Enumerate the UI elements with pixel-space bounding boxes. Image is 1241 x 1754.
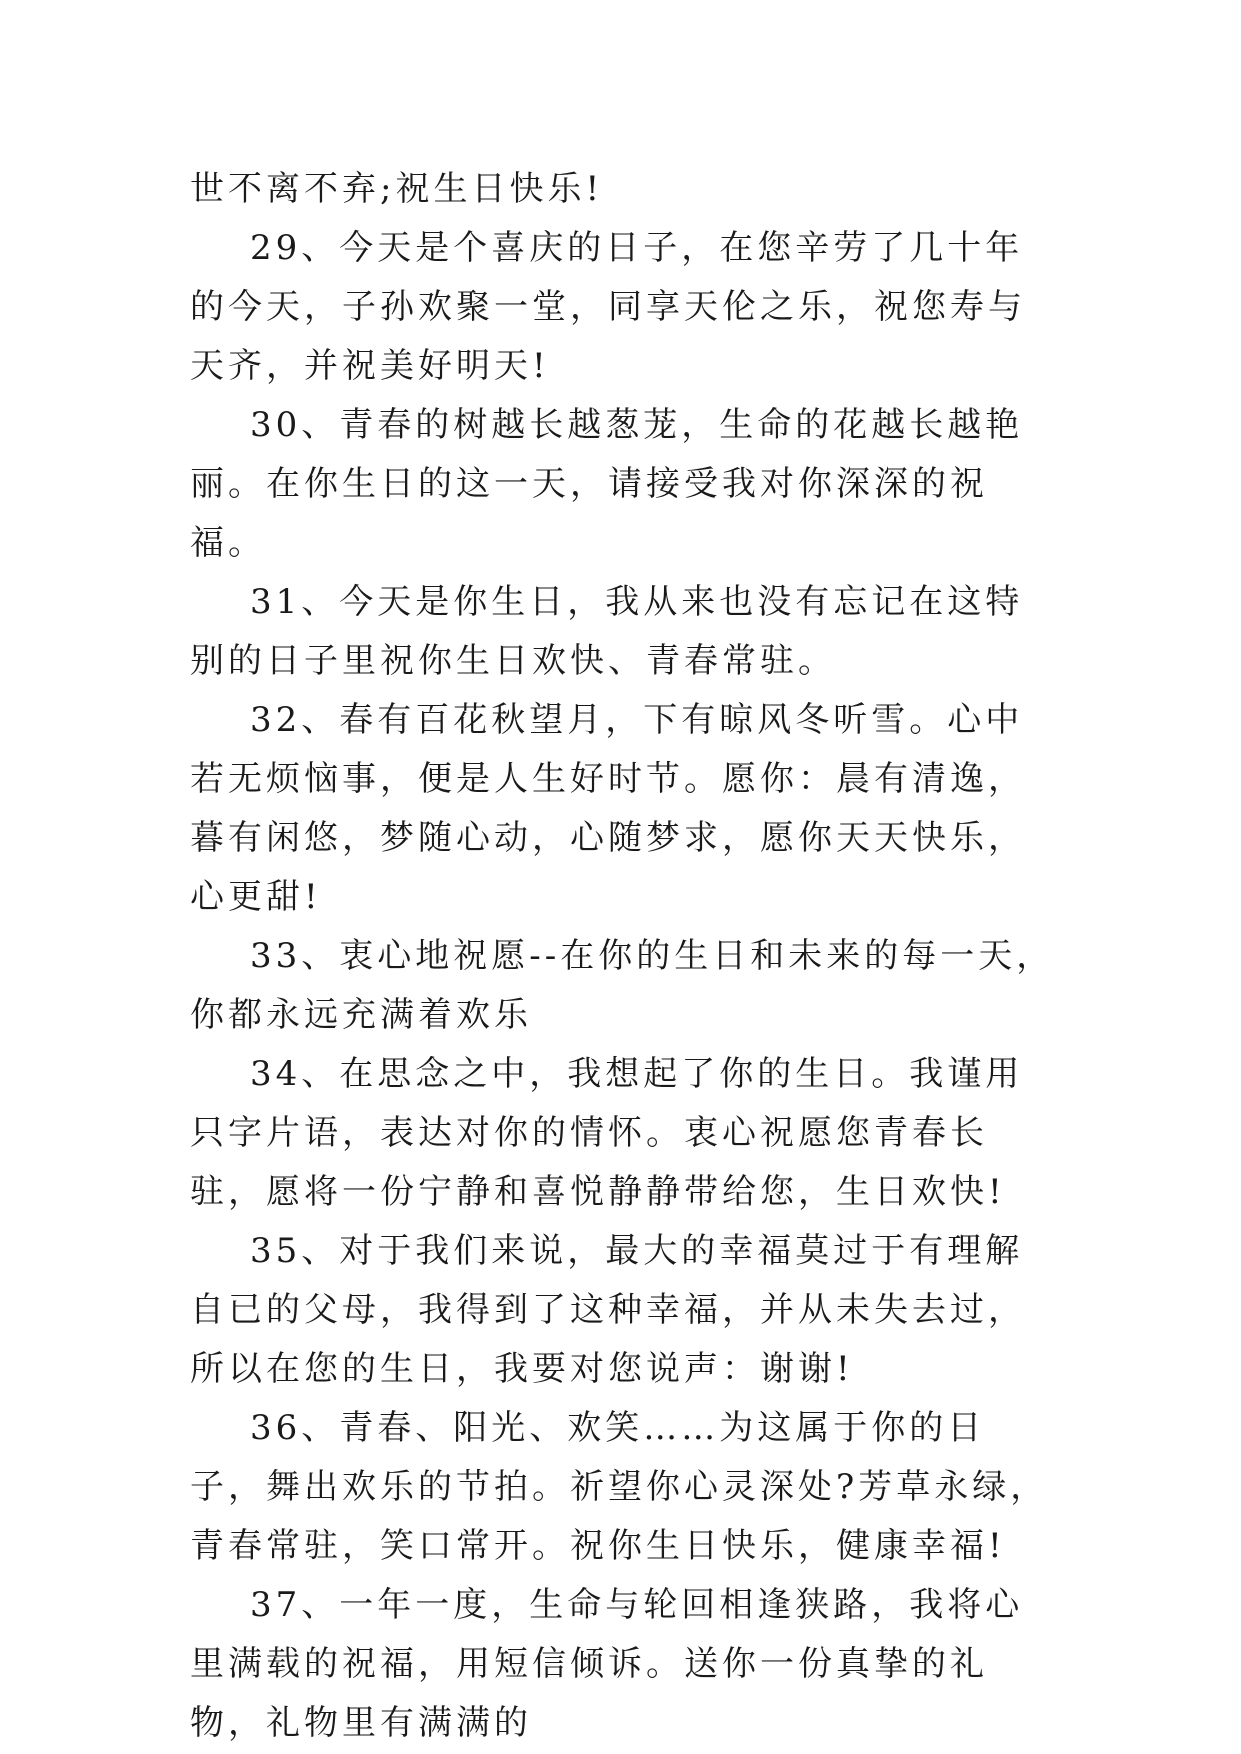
paragraph-32: 32、春有百花秋望月，下有晾风冬听雪。心中若无烦恼事，便是人生好时节。愿你：晨有清逸，暮有闲悠，梦随心动，心随梦求，愿你天天快乐，心更甜! <box>190 700 1026 917</box>
paragraph-36: 36、青春、阳光、欢笑……为这属于你的日子，舞出欢乐的节拍。祈望你心灵深处?芳草永绿，青春常驻，笑口常开。祝你生日快乐，健康幸福! <box>190 1408 1049 1566</box>
paragraph-29: 29、今天是个喜庆的日子，在您辛劳了几十年的今天，子孙欢聚一堂，同享天伦之乐，祝您寿与天齐，并祝美好明天! <box>190 228 1026 386</box>
paragraph-continuation: 世不离不弃;祝生日快乐! <box>190 169 604 209</box>
paragraph-37: 37、一年一度，生命与轮回相逢狭路，我将心里满载的祝福，用短信倾诉。送你一份真挚的礼物，礼物里有满满的 <box>190 1585 1024 1743</box>
paragraph-34: 34、在思念之中，我想起了你的生日。我谨用只字片语，表达对你的情怀。衷心祝愿您青春长驻，愿将一份宁静和喜悦静静带给您，生日欢快! <box>190 1054 1024 1212</box>
paragraph-31: 31、今天是你生日，我从来也没有忘记在这特别的日子里祝你生日欢快、青春常驻。 <box>190 582 1024 681</box>
paragraph-35: 35、对于我们来说，最大的幸福莫过于有理解自已的父母，我得到了这种幸福，并从未失去过，所以在您的生日，我要对您说声：谢谢! <box>190 1231 1026 1389</box>
paragraph-33: 33、衷心地祝愿--在你的生日和未来的每一天，你都永远充满着欢乐 <box>190 936 1055 1035</box>
paragraph-30: 30、青春的树越长越葱茏，生命的花越长越艳丽。在你生日的这一天，请接受我对你深深的祝福。 <box>190 405 1024 563</box>
document-body <box>190 160 1060 1753</box>
